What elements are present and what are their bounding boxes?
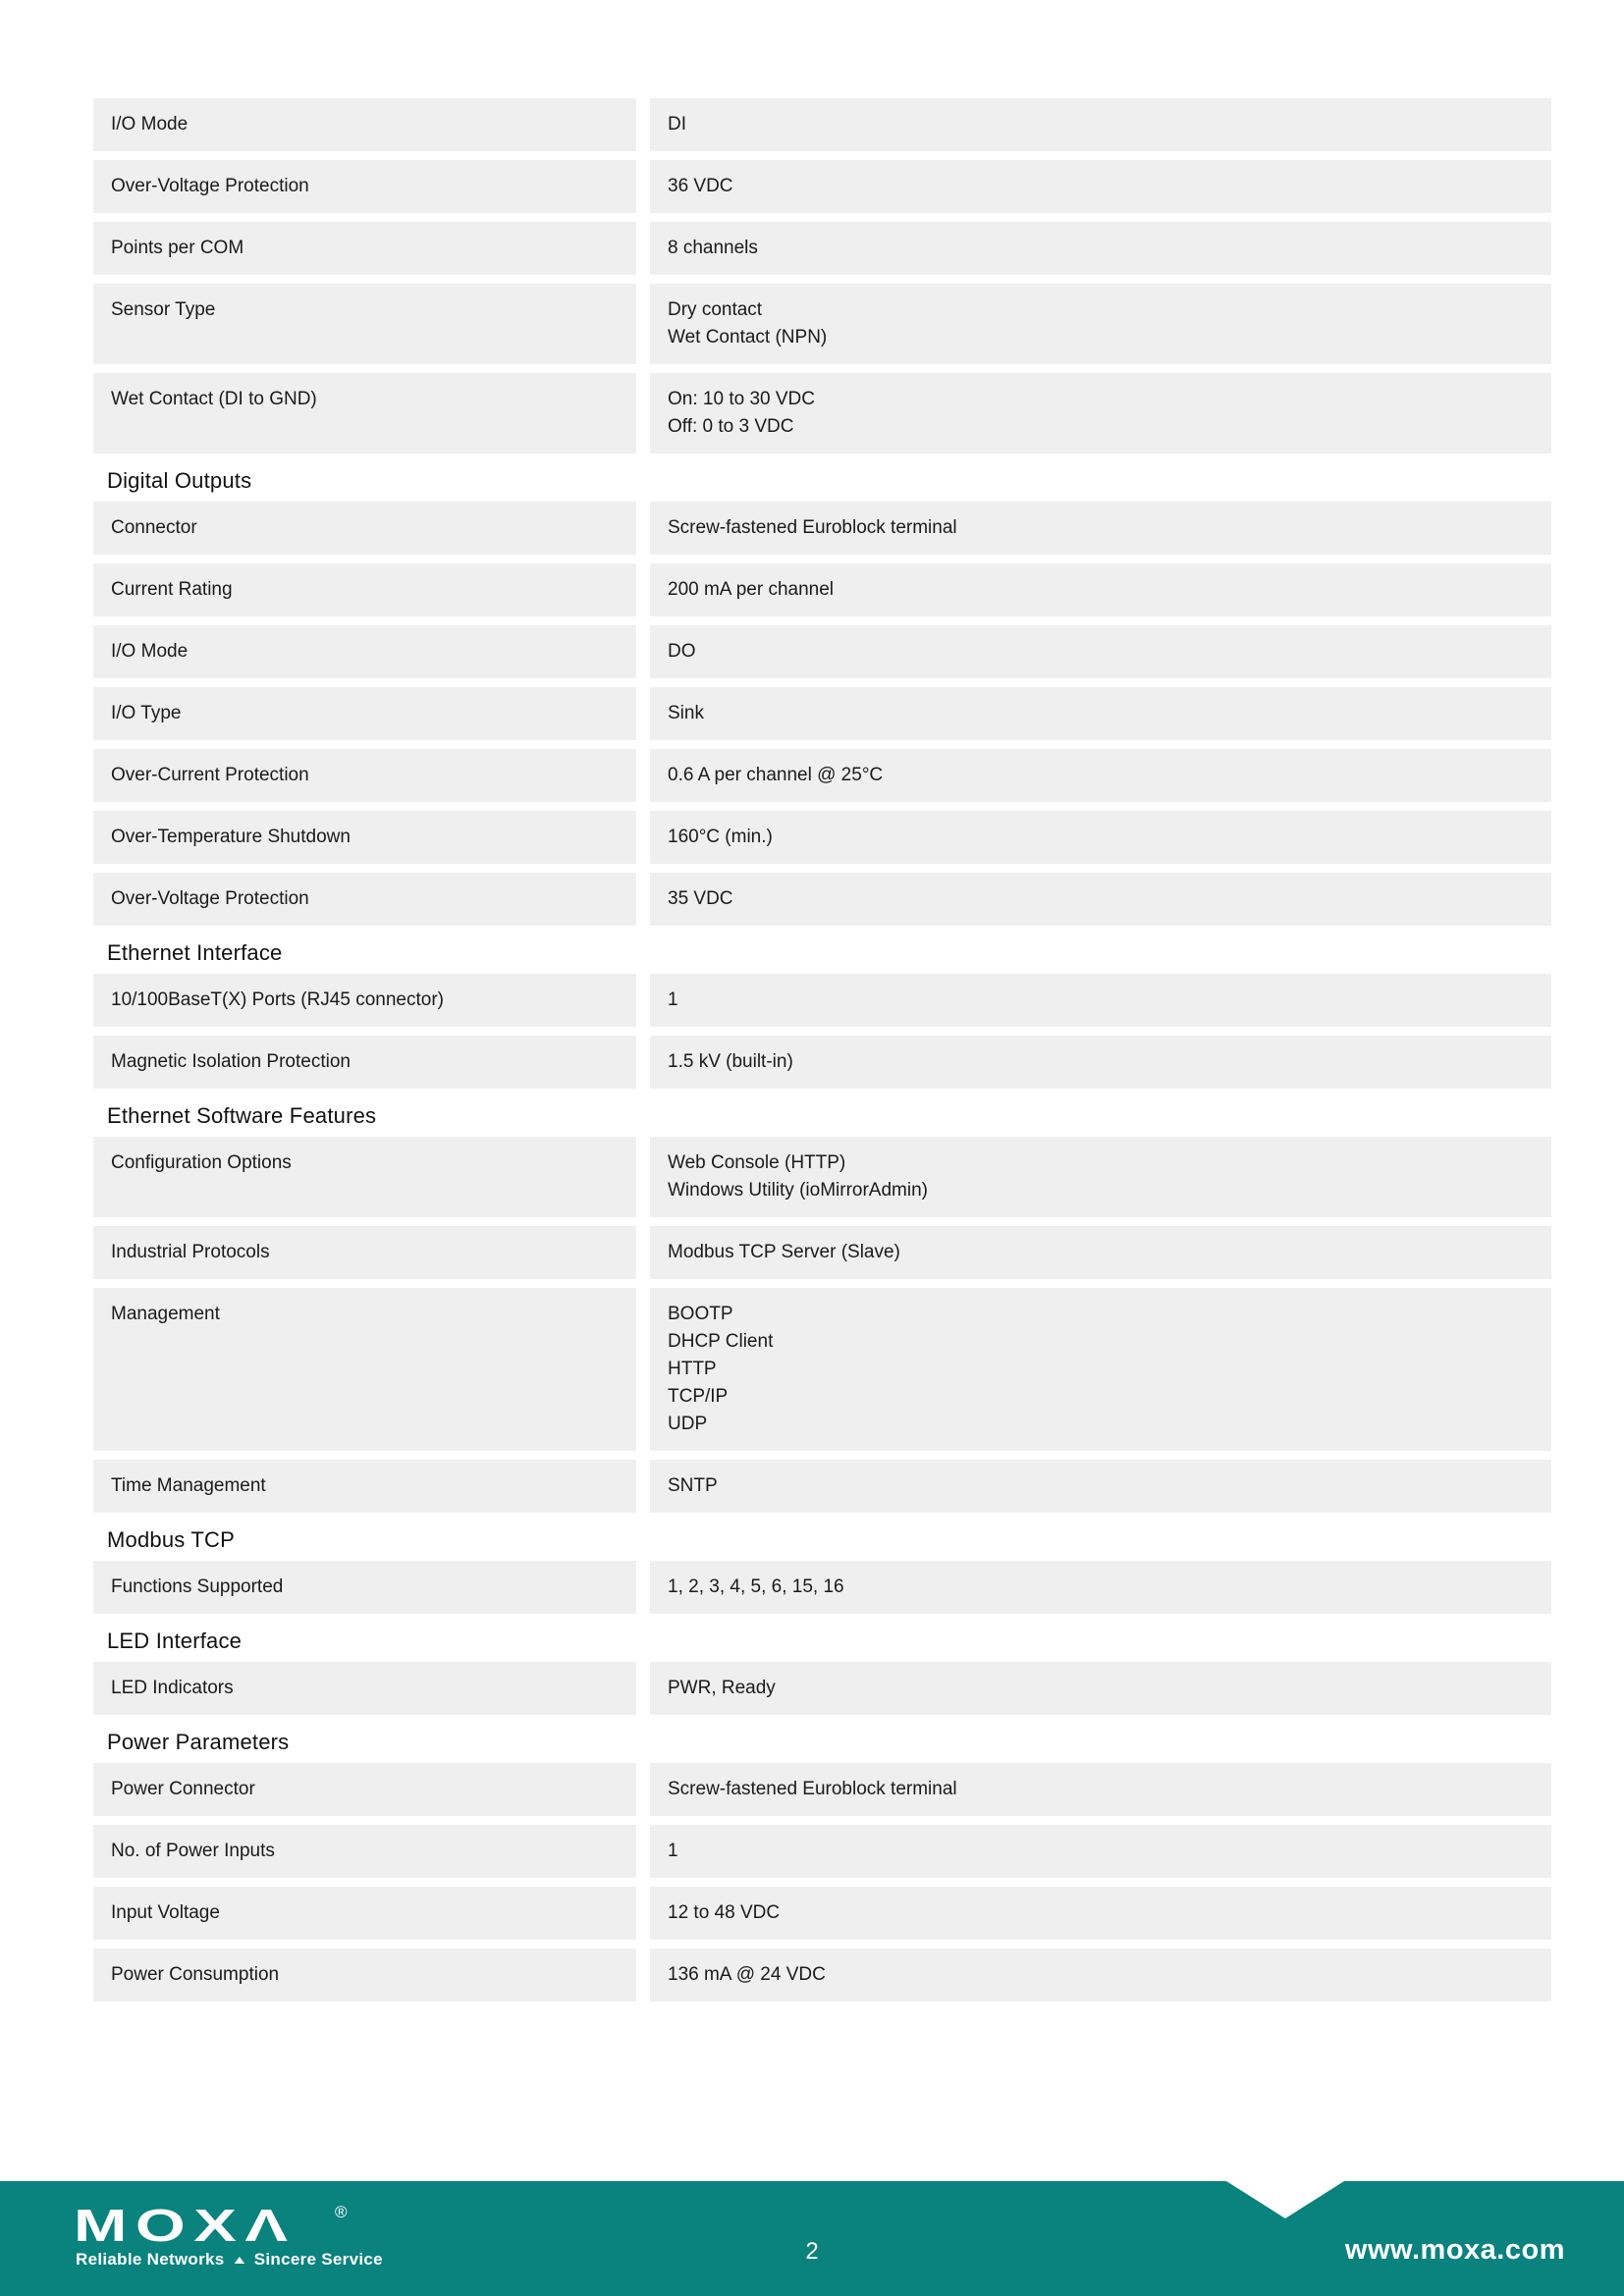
spec-value: 1, 2, 3, 4, 5, 6, 15, 16	[650, 1561, 1551, 1614]
spec-label: Functions Supported	[93, 1561, 636, 1614]
spec-value: 1	[650, 1825, 1551, 1878]
spec-label: Current Rating	[93, 563, 636, 616]
tagline-left-text: Reliable Networks	[76, 2250, 225, 2269]
spec-row	[93, 1949, 1551, 2002]
spec-label: Management	[93, 1288, 636, 1451]
spec-label: Wet Contact (DI to GND)	[93, 373, 636, 454]
spec-label: Power Connector	[93, 1763, 636, 1816]
spec-label: Input Voltage	[93, 1887, 636, 1940]
section-rows	[93, 98, 1551, 454]
spec-value: DO	[650, 625, 1551, 678]
spec-row	[93, 563, 1551, 616]
spec-content	[93, 98, 1551, 2010]
spec-value: BOOTP DHCP Client HTTP TCP/IP UDP	[650, 1288, 1551, 1451]
tagline-triangle-icon: ▲	[230, 2253, 248, 2267]
section-title: Ethernet Software Features	[107, 1103, 377, 1128]
spec-row	[93, 1763, 1551, 1816]
spec-row	[93, 1226, 1551, 1279]
spec-row	[93, 1137, 1551, 1217]
spec-label: Connector	[93, 502, 636, 555]
spec-value: 0.6 A per channel @ 25°C	[650, 749, 1551, 802]
section-title: Ethernet Interface	[107, 940, 283, 965]
spec-label: Power Consumption	[93, 1949, 636, 2002]
spec-value: DI	[650, 98, 1551, 151]
spec-value: SNTP	[650, 1460, 1551, 1513]
spec-label: LED Indicators	[93, 1662, 636, 1715]
sections-root	[93, 98, 1551, 2002]
section-title: Modbus TCP	[107, 1527, 235, 1552]
spec-value: 8 channels	[650, 222, 1551, 275]
spec-row	[93, 1825, 1551, 1878]
spec-section	[93, 1103, 1551, 1513]
spec-value: 200 mA per channel	[650, 563, 1551, 616]
spec-row	[93, 1288, 1551, 1451]
footer-band	[0, 2181, 1624, 2296]
spec-row	[93, 1460, 1551, 1513]
spec-value: 1.5 kV (built-in)	[650, 1036, 1551, 1089]
spec-value: Web Console (HTTP) Windows Utility (ioMirrorAdmin)	[650, 1137, 1551, 1217]
spec-value: 160°C (min.)	[650, 811, 1551, 864]
section-rows	[93, 1561, 1551, 1614]
website-link[interactable]: www.moxa.com	[1344, 2234, 1565, 2266]
spec-row	[93, 1036, 1551, 1089]
spec-row	[93, 1887, 1551, 1940]
section-title: Digital Outputs	[107, 468, 252, 493]
spec-value: 136 mA @ 24 VDC	[650, 1949, 1551, 2002]
spec-label: Magnetic Isolation Protection	[93, 1036, 636, 1089]
spec-label: No. of Power Inputs	[93, 1825, 636, 1878]
spec-value: Modbus TCP Server (Slave)	[650, 1226, 1551, 1279]
spec-row	[93, 222, 1551, 275]
spec-label: Over-Voltage Protection	[93, 873, 636, 926]
spec-label: Configuration Options	[93, 1137, 636, 1217]
spec-section	[93, 1730, 1551, 2002]
section-rows	[93, 1763, 1551, 2002]
spec-value: Sink	[650, 687, 1551, 740]
spec-value: 12 to 48 VDC	[650, 1887, 1551, 1940]
spec-row	[93, 687, 1551, 740]
spec-row	[93, 1561, 1551, 1614]
spec-row	[93, 284, 1551, 364]
spec-value: 36 VDC	[650, 160, 1551, 213]
footer-notch-triangle-icon	[1226, 2181, 1344, 2218]
spec-label: 10/100BaseT(X) Ports (RJ45 connector)	[93, 974, 636, 1027]
section-rows	[93, 502, 1551, 926]
registered-trademark-icon: ®	[335, 2203, 348, 2221]
moxa-wordmark: MOXΛ	[74, 2200, 297, 2251]
spec-row	[93, 160, 1551, 213]
spec-value: PWR, Ready	[650, 1662, 1551, 1715]
spec-section	[93, 1629, 1551, 1715]
spec-row	[93, 1662, 1551, 1715]
spec-row	[93, 625, 1551, 678]
spec-label: Sensor Type	[93, 284, 636, 364]
section-rows	[93, 1662, 1551, 1715]
spec-row	[93, 749, 1551, 802]
spec-value: Screw-fastened Euroblock terminal	[650, 502, 1551, 555]
spec-value: On: 10 to 30 VDC Off: 0 to 3 VDC	[650, 373, 1551, 454]
spec-section	[93, 1527, 1551, 1614]
tagline-right-text: Sincere Service	[253, 2250, 383, 2269]
section-rows	[93, 1137, 1551, 1513]
spec-label: Industrial Protocols	[93, 1226, 636, 1279]
spec-row	[93, 811, 1551, 864]
section-title: Power Parameters	[107, 1730, 290, 1754]
spec-section	[93, 468, 1551, 926]
spec-label: Time Management	[93, 1460, 636, 1513]
spec-row	[93, 98, 1551, 151]
section-rows	[93, 974, 1551, 1089]
spec-row	[93, 974, 1551, 1027]
page-number: 2	[805, 2238, 819, 2265]
spec-label: Over-Voltage Protection	[93, 160, 636, 213]
spec-row	[93, 502, 1551, 555]
spec-section	[93, 98, 1551, 454]
spec-value: Dry contact Wet Contact (NPN)	[650, 284, 1551, 364]
spec-row	[93, 373, 1551, 454]
spec-value: 35 VDC	[650, 873, 1551, 926]
spec-label: Over-Temperature Shutdown	[93, 811, 636, 864]
spec-section	[93, 940, 1551, 1089]
section-title: LED Interface	[107, 1629, 243, 1653]
spec-value: Screw-fastened Euroblock terminal	[650, 1763, 1551, 1816]
spec-label: I/O Mode	[93, 98, 636, 151]
spec-value: 1	[650, 974, 1551, 1027]
spec-row	[93, 873, 1551, 926]
spec-label: Points per COM	[93, 222, 636, 275]
spec-label: Over-Current Protection	[93, 749, 636, 802]
spec-label: I/O Type	[93, 687, 636, 740]
spec-label: I/O Mode	[93, 625, 636, 678]
